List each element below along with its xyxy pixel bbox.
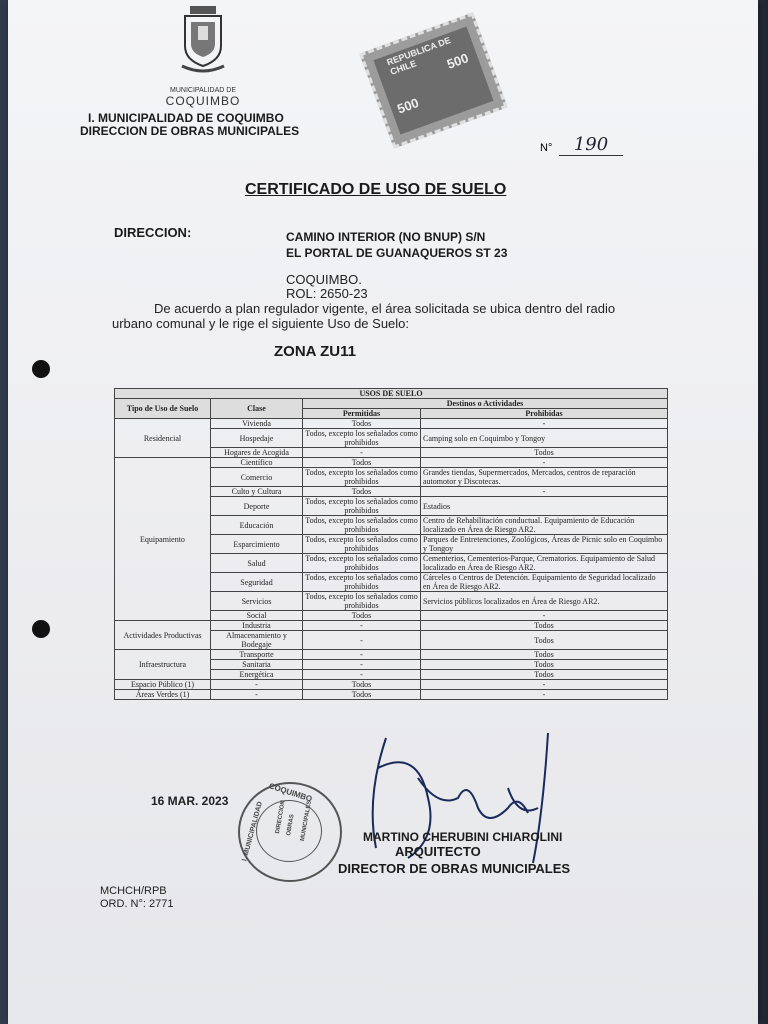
group-equipamiento: Equipamiento (115, 458, 211, 621)
seal-center-2: OBRAS (285, 813, 296, 837)
address-line-2: EL PORTAL DE GUANAQUEROS ST 23 (286, 246, 508, 260)
table-caption: USOS DE SUELO (115, 389, 668, 399)
cell-permitidas: - (303, 650, 421, 660)
cell-clase: Hogares de Acogida (211, 448, 303, 458)
header-destinos: Destinos o Actividades (303, 399, 668, 409)
group-residencial: Residencial (115, 419, 211, 458)
group-infraestructura: Infraestructura (115, 650, 211, 680)
cell-prohibidas: - (421, 680, 668, 690)
cell-clase: Comercio (211, 468, 303, 487)
cell-prohibidas: Todos (421, 621, 668, 631)
table-row (115, 621, 668, 631)
cell-prohibidas: Grandes tiendas, Supermercados, Mercados, centros de reparación automotor y Discotecas. (421, 468, 668, 487)
table-row (115, 680, 668, 690)
cell-prohibidas: Todos (421, 650, 668, 660)
cell-permitidas: Todos, excepto los señalados como prohibidos (303, 535, 421, 554)
cell-permitidas: - (303, 631, 421, 650)
punch-hole-bottom (32, 620, 50, 638)
address-label: DIRECCION: (114, 225, 192, 240)
table-row (115, 650, 668, 660)
cell-prohibidas: Todos (421, 670, 668, 680)
crest-caption-large: COQUIMBO (165, 94, 241, 108)
cell-clase: Social (211, 611, 303, 621)
cell-tipo: Áreas Verdes (1) (115, 690, 211, 700)
cell-permitidas: Todos, excepto los señalados como prohibidos (303, 573, 421, 592)
cell-clase: Científico (211, 458, 303, 468)
cell-tipo: Espacio Público (1) (115, 680, 211, 690)
cell-prohibidas: Camping solo en Coquimbo y Tongoy (421, 429, 668, 448)
cell-permitidas: Todos (303, 487, 421, 497)
intro-line-2: urbano comunal y le rige el siguiente Uso de Suelo: (112, 316, 410, 331)
cell-clase: Sanitaria (211, 660, 303, 670)
header-tipo: Tipo de Uso de Suelo (115, 399, 211, 419)
cell-clase: Vivienda (211, 419, 303, 429)
cell-prohibidas: Cárceles o Centros de Detención. Equipamiento de Seguridad localizado en Área de Riesgo AR2. (421, 573, 668, 592)
cell-prohibidas: - (421, 487, 668, 497)
cell-clase: Salud (211, 554, 303, 573)
org-line-2: DIRECCION DE OBRAS MUNICIPALES (80, 124, 300, 138)
cell-clase: Industria (211, 621, 303, 631)
org-line-1: I. MUNICIPALIDAD DE COQUIMBO (88, 111, 284, 125)
cell-permitidas: - (303, 621, 421, 631)
seal-outer-top: COQUIMBO (267, 781, 314, 804)
land-use-table (114, 388, 668, 700)
cell-prohibidas: - (421, 611, 668, 621)
cell-prohibidas: - (421, 690, 668, 700)
seal-outer-left: I. MUNICIPALIDAD (241, 800, 264, 863)
cell-permitidas: Todos, excepto los señalados como prohibidos (303, 554, 421, 573)
cell-prohibidas: - (421, 419, 668, 429)
seal-center-1: DIRECCION (274, 799, 287, 835)
cell-permitidas: Todos, excepto los señalados como prohibidos (303, 468, 421, 487)
signer-title-1: ARQUITECTO (395, 844, 481, 859)
cell-clase: Seguridad (211, 573, 303, 592)
zone-heading: ZONA ZU11 (274, 343, 356, 360)
cell-prohibidas: Estadios (421, 497, 668, 516)
official-seal (238, 782, 342, 882)
group-actividades: Actividades Productivas (115, 621, 211, 650)
cell-permitidas: Todos (303, 680, 421, 690)
cell-permitidas: Todos (303, 611, 421, 621)
cell-clase: Deporte (211, 497, 303, 516)
cell-clase: Energética (211, 670, 303, 680)
header-permitidas: Permitidas (303, 409, 421, 419)
cell-permitidas: Todos, excepto los señalados como prohibidos (303, 429, 421, 448)
cell-permitidas: - (303, 670, 421, 680)
number-label: N° (540, 142, 553, 154)
cell-permitidas: Todos, excepto los señalados como prohibidos (303, 516, 421, 535)
stamp-value-left: 500 (395, 95, 421, 117)
cell-permitidas: Todos, excepto los señalados como prohibidos (303, 592, 421, 611)
address-line-1: CAMINO INTERIOR (NO BNUP) S/N (286, 230, 486, 244)
municipal-crest (158, 4, 248, 108)
cell-clase: Educación (211, 516, 303, 535)
cell-permitidas: - (303, 660, 421, 670)
cell-prohibidas: Cementerios, Cementerios-Parque, Crematorios. Equipamiento de Salud localizado en Área de Riesgo AR2. (421, 554, 668, 573)
cell-permitidas: - (303, 448, 421, 458)
cell-clase: - (211, 680, 303, 690)
stamp-value-right: 500 (444, 50, 471, 72)
postage-stamp (359, 12, 507, 148)
signer-name: MARTINO CHERUBINI CHIAROLINI (363, 830, 563, 844)
rol-number: ROL: 2650-23 (286, 286, 368, 301)
cell-permitidas: Todos (303, 458, 421, 468)
stamp-text: REPUBLICA DE CHILE (385, 35, 452, 77)
cell-clase: Esparcimiento (211, 535, 303, 554)
cell-prohibidas: Centro de Rehabilitación conductual. Equipamiento de Educación localizado en Área de Riesgo AR2. (421, 516, 668, 535)
footer-ord: ORD. N°: 2771 (100, 898, 174, 910)
table-row (115, 458, 668, 468)
punch-hole-top (32, 360, 50, 378)
cell-permitidas: Todos (303, 419, 421, 429)
cell-prohibidas: Servicios públicos localizados en Área de Riesgo AR2. (421, 592, 668, 611)
cell-clase: Transporte (211, 650, 303, 660)
table-row (115, 419, 668, 429)
seal-center-3: MUNICIPALES (299, 800, 313, 842)
crest-caption-small: MUNICIPALIDAD DE (170, 87, 236, 94)
cell-clase: Almacenamiento y Bodegaje (211, 631, 303, 650)
intro-line-1: De acuerdo a plan regulador vigente, el área solicitada se ubica dentro del radio (154, 301, 616, 316)
table-row (115, 690, 668, 700)
cell-prohibidas: Parques de Entretenciones, Zoológicos, Áreas de Picnic solo en Coquimbo y Tongoy (421, 535, 668, 554)
certificate-page (8, 0, 758, 1024)
cell-prohibidas: - (421, 458, 668, 468)
cell-prohibidas: Todos (421, 448, 668, 458)
cell-clase: Servicios (211, 592, 303, 611)
cell-permitidas: Todos (303, 690, 421, 700)
address-city: COQUIMBO. (286, 272, 362, 287)
cell-clase: Culto y Cultura (211, 487, 303, 497)
cell-prohibidas: Todos (421, 660, 668, 670)
cell-permitidas: Todos, excepto los señalados como prohibidos (303, 497, 421, 516)
cell-clase: Hospedaje (211, 429, 303, 448)
signer-title-2: DIRECTOR DE OBRAS MUNICIPALES (338, 861, 571, 876)
header-clase: Clase (211, 399, 303, 419)
footer-initials: MCHCH/RPB (100, 885, 167, 897)
header-prohibidas: Prohibidas (421, 409, 668, 419)
document-title: CERTIFICADO DE USO DE SUELO (245, 181, 507, 198)
crest-icon (158, 4, 248, 82)
cell-clase: - (211, 690, 303, 700)
cell-prohibidas: Todos (421, 631, 668, 650)
issue-date: 16 MAR. 2023 (151, 794, 229, 808)
certificate-number: 190 (559, 134, 623, 156)
